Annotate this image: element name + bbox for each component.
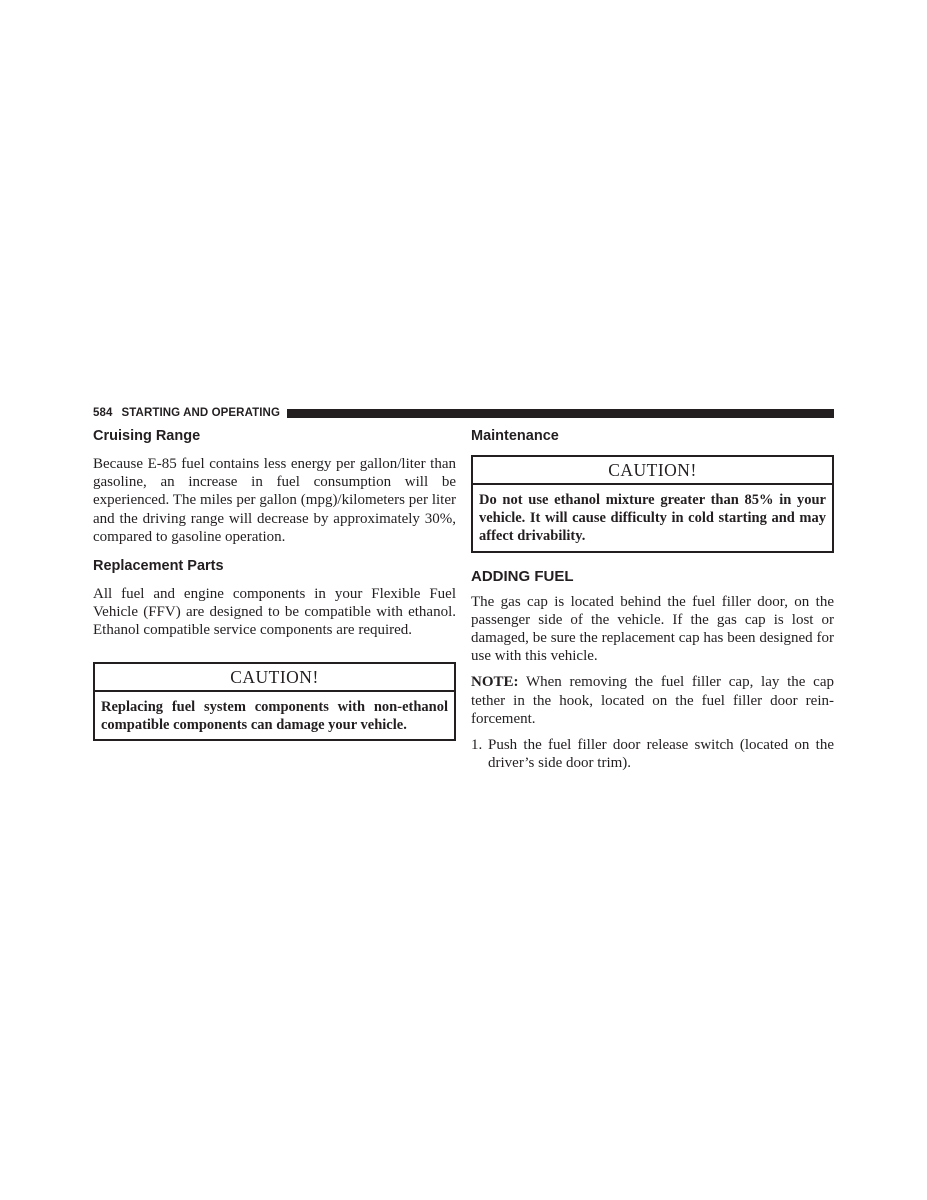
cruising-range-heading: Cruising Range [93, 428, 201, 444]
step-item [471, 736, 834, 772]
note-label: NOTE: [471, 674, 519, 691]
right-column [471, 426, 834, 772]
page-header [93, 406, 834, 420]
caution-title: CAUTION! [473, 457, 832, 485]
step-number: 1. [471, 737, 483, 754]
cruising-range-text: Because E-85 fuel contains less energy per gallon/liter than gasoline, an increase in fuel consumption will be experienced. The miles per gallon (mpg)/kilometers per liter and the driving range will decrease by approximately 30%, compared to gasoline operation. [93, 456, 456, 545]
caution-box-ethanol-mixture [471, 455, 834, 553]
caution-text: Do not use ethanol mixture greater than 85% in your vehicle. It will cause difficulty in cold starting and may affect drivability. [479, 492, 826, 545]
caution-box-fuel-components [93, 662, 456, 741]
section-name: STARTING AND OPERATING [121, 407, 281, 419]
replacement-parts-text: All fuel and engine components in your Flexible Fuel Vehicle (FFV) are designed to be compatible with ethanol. Ethanol compatible service components are required. [93, 586, 456, 639]
header-rule [287, 409, 834, 418]
caution-text: Replacing fuel system components with non-ethanol compatible components can damage your vehicle. [101, 698, 448, 733]
step-text: Push the fuel filler door release switch (located on the driver’s side door trim). [488, 737, 834, 772]
adding-fuel-heading: ADDING FUEL [471, 567, 574, 585]
adding-fuel-text: The gas cap is located behind the fuel filler door, on the passenger side of the vehicle. If the gas cap is lost or damaged, be sure the replacement cap has been designed for use with this vehicle. [471, 593, 834, 665]
page-number: 584 [93, 407, 113, 419]
left-column [93, 426, 456, 741]
caution-title: CAUTION! [95, 664, 454, 692]
replacement-parts-heading: Replacement Parts [93, 558, 224, 575]
note-text: When removing the fuel filler cap, lay the cap tether in the hook, located on the fuel filler door reinforcement. [471, 674, 834, 727]
maintenance-heading: Maintenance [471, 428, 559, 444]
note-paragraph [471, 673, 834, 728]
